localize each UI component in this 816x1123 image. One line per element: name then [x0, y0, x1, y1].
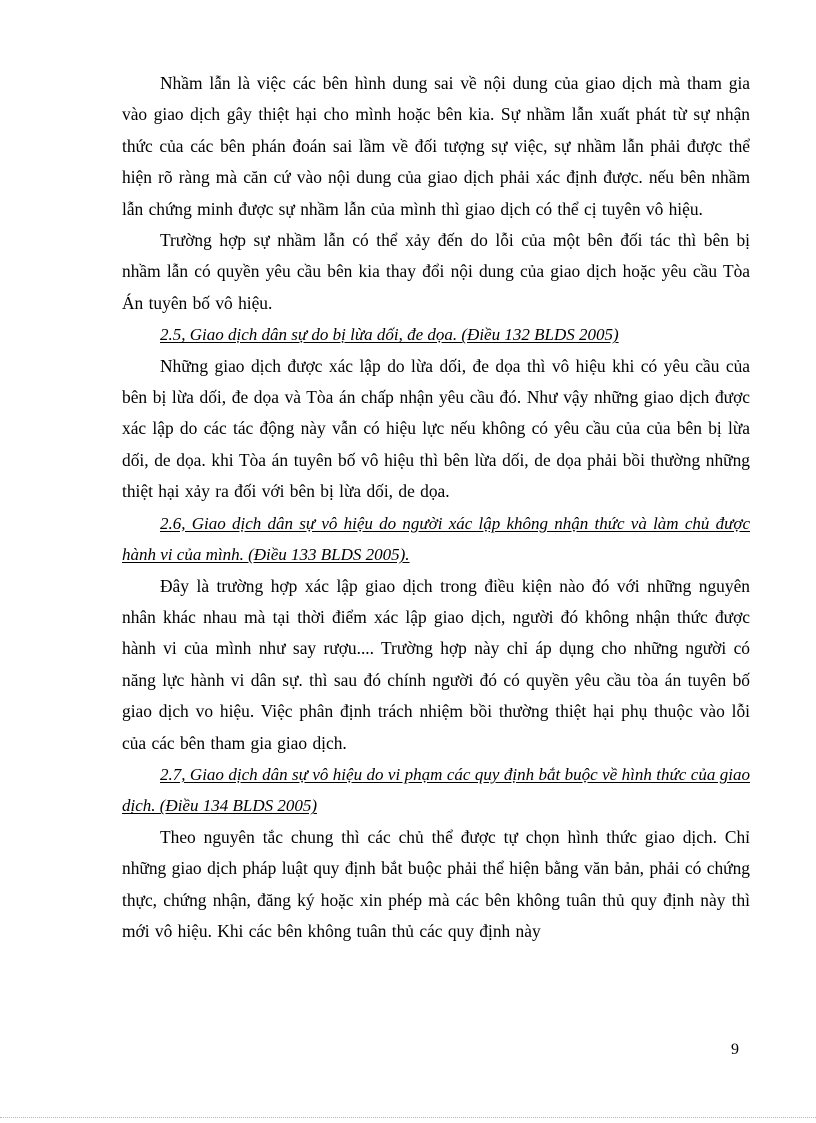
section-heading-2-5	[122, 319, 750, 350]
section-heading-2-6-text: 2.6, Giao dịch dân sự vô hiệu do người xác lập không nhận thức và làm chủ được hành vi của mình. (Điều 133 BLDS 2005).	[122, 513, 750, 565]
page-bottom-border	[0, 1117, 816, 1118]
paragraph-mistake-definition: Nhầm lẫn là việc các bên hình dung sai về nội dung của giao dịch mà tham gia vào giao dịch gây thiệt hại cho mình hoặc bên kia. Sự nhầm lẫn xuất phát từ sự nhận thức của các bên phán đoán sai lầm về đối tượng sự việc, sự nhầm lẫn phải được thể hiện rõ ràng mà căn cứ vào nội dung của giao dịch phải xác định được. nếu bên nhầm lẫn chứng minh được sự nhầm lẫn của mình thì giao dịch có thể cị tuyên vô hiệu.	[122, 73, 750, 219]
section-heading-2-5-text: 2.5, Giao dịch dân sự do bị lừa dối, đe dọa. (Điều 132 BLDS 2005)	[160, 325, 619, 345]
section-heading-2-7-text: 2.7, Giao dịch dân sự vô hiệu do vi phạm các quy định bắt buộc về hình thức của giao dịch. (Điều 134 BLDS 2005)	[122, 764, 750, 816]
paragraph-fraud-threat: Những giao dịch được xác lập do lừa dối, đe dọa thì vô hiệu khi có yêu cầu của bên bị lừa dối, đe dọa và Tòa án chấp nhận yêu cầu đó. Như vậy những giao dịch được xác lập do các tác động này vẫn có hiệu lực nếu không có yêu cầu của của bên bị lừa dối, de dọa. khi Tòa án tuyên bố vô hiệu thì bên lừa dối, de dọa phải bồi thường những thiệt hại xảy ra đối với bên bị lừa dối, de dọa.	[122, 355, 750, 502]
paragraph-mistake-fault: Trường hợp sự nhầm lẫn có thể xảy đến do lỗi của một bên đối tác thì bên bị nhầm lẫn có quyền yêu cầu bên kia thay đổi nội dung của giao dịch hoặc yêu cầu Tòa Án tuyên bố vô hiệu.	[122, 230, 750, 313]
paragraph-incapacity: Đây là trường hợp xác lập giao dịch trong điều kiện nào đó với những nguyên nhân khác nhau mà tại thời điểm xác lập giao dịch, người đó không nhận thức được hành vi của mình như say rượu.... Trường hợp này chỉ áp dụng cho những người có năng lực hành vi dân sự. thì sau đó chính người đó có quyền yêu cầu tòa án tuyên bố giao dịch vo hiệu. Việc phân định trách nhiệm bồi thường thiệt hại phụ thuộc vào lỗi của các bên tham gia giao dịch.	[122, 575, 750, 753]
paragraph-form-requirements: Theo nguyên tắc chung thì các chủ thể được tự chọn hình thức giao dịch. Chỉ những giao dịch pháp luật quy định bắt buộc phải thể hiện bằng văn bản, phải có chứng thực, chứng nhận, đăng ký hoặc xin phép mà các bên không tuân thủ quy định này thì mới vô hiệu. Khi các bên không tuân thủ các quy định này	[122, 826, 750, 941]
document-body	[122, 68, 750, 947]
section-heading-2-7	[122, 759, 750, 822]
section-heading-2-6	[122, 508, 750, 571]
page-number: 9	[731, 1041, 739, 1058]
